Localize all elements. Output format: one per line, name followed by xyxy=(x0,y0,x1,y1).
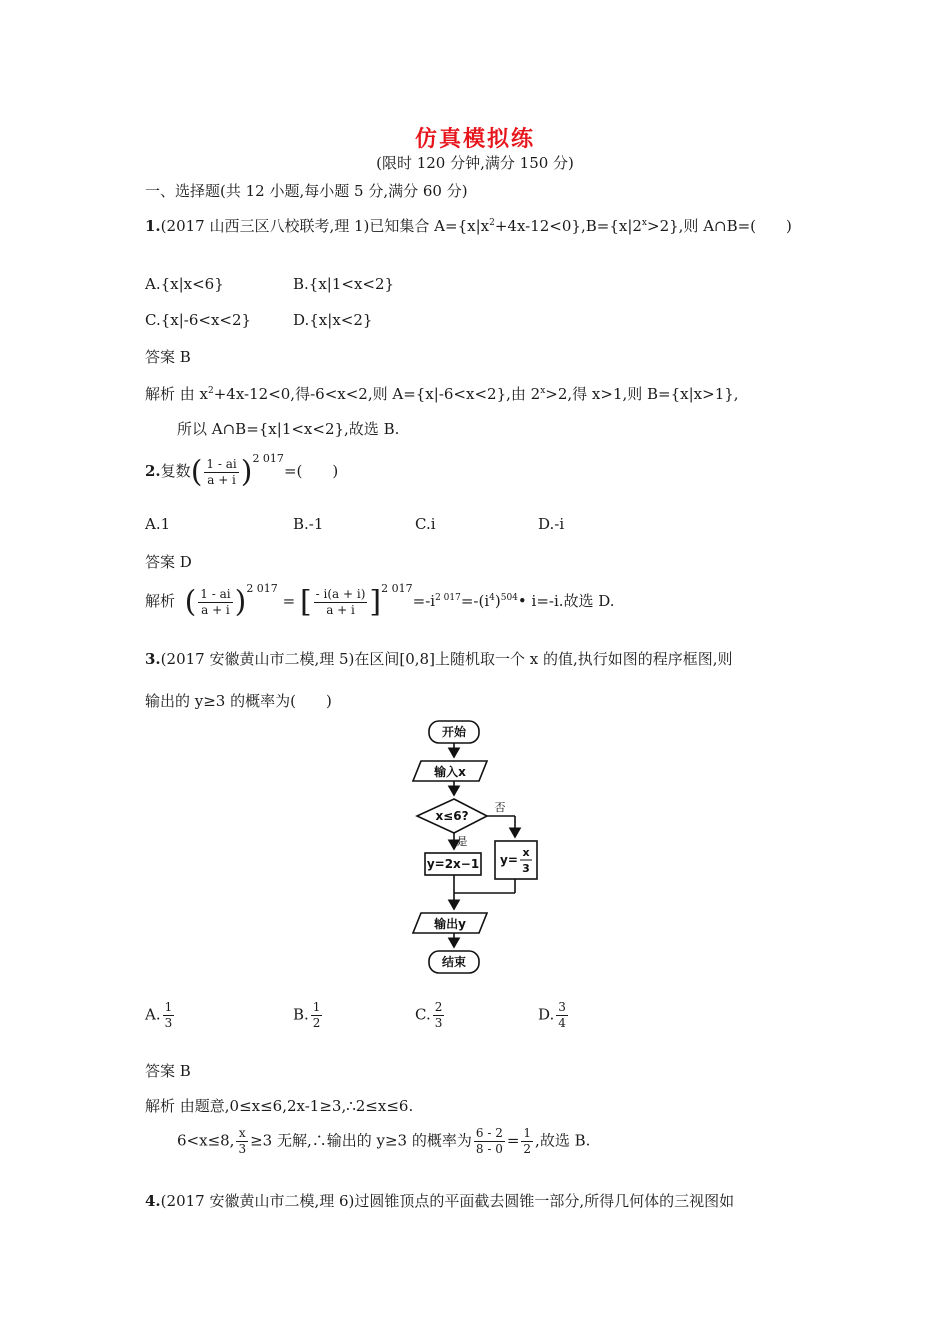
question-text: (2017 安徽黄山市二模,理 5)在区间[0,8]上随机取一个 x 的值,执行如图的程序框图,则 xyxy=(160,650,733,668)
analysis-part: 6<x≤8, xyxy=(177,1131,235,1150)
option-c: C.{x|-6<x<2} xyxy=(145,311,252,329)
fraction-numerator: 2 xyxy=(434,1000,443,1014)
question-number: 3. xyxy=(145,650,161,668)
exponent: 2 017 xyxy=(435,593,461,603)
flowchart xyxy=(405,715,555,980)
question-3-line2: 输出的 y≥3 的概率为( ) xyxy=(145,692,332,710)
fraction-numerator: 1 xyxy=(164,1000,173,1014)
fraction-denominator: 4 xyxy=(558,1016,566,1030)
option-label: D. xyxy=(538,1005,555,1024)
section-heading: 一、选择题(共 12 小题,每小题 5 分,满分 60 分) xyxy=(145,182,468,200)
question-text: (2017 安徽黄山市二模,理 6)过圆锥顶点的平面截去圆锥一部分,所得几何体的三视图如 xyxy=(160,1192,735,1210)
fraction xyxy=(198,587,232,618)
option-d xyxy=(538,1000,570,1031)
fraction-numerator: 1 - ai xyxy=(206,456,237,471)
question-tail: =( ) xyxy=(283,462,339,480)
analysis: 解析 由题意,0≤x≤6,2x-1≥3,∴2≤x≤6. xyxy=(145,1097,414,1115)
fraction-numerator: 6 - 2 xyxy=(475,1126,503,1140)
analysis: 解析 ( $\frac{1 - ai}{a + i}$ )$^{2 017}$ = [ $\frac{- i(a + i)}{a + i}$ ]$^{2 017}=-i^{2 017}=-(i^4)^{504}•$ i=-i.故选 D. xyxy=(145,582,615,620)
set-b: ,B={x|2 xyxy=(580,217,642,235)
option-label: A. xyxy=(145,1005,161,1024)
option-a: A.{x|x<6} xyxy=(145,275,224,293)
fraction xyxy=(204,457,238,488)
answer: 答案 B xyxy=(145,348,191,366)
equals: = xyxy=(506,1131,520,1150)
analysis-part: =-i xyxy=(412,592,436,610)
exponent: 4 xyxy=(489,593,495,603)
fraction xyxy=(314,587,368,618)
decision-label: x≤6? xyxy=(435,809,469,823)
option-c xyxy=(415,1000,446,1031)
analysis-part: =-(i xyxy=(460,592,490,610)
yes-label: 是 xyxy=(456,835,468,848)
set-b-rest: >2},则 A∩B=( ) xyxy=(647,217,792,235)
start-label: 开始 xyxy=(441,725,467,739)
page-subtitle: (限时 120 分钟,满分 150 分) xyxy=(376,154,574,172)
set-a: A={x|x xyxy=(434,217,490,235)
fraction-numerator: x xyxy=(236,1126,248,1142)
fraction-denominator: a + i xyxy=(201,602,230,617)
option-b: B.{x|1<x<2} xyxy=(293,275,395,293)
output-label: 输出y xyxy=(434,917,466,931)
fraction-denominator: 3 xyxy=(434,1016,443,1030)
option-b: B.-1 xyxy=(293,515,324,533)
option-a: A.1 xyxy=(145,515,171,533)
page-title: 仿真模拟练 xyxy=(414,127,535,152)
fraction-numerator: 1 - ai xyxy=(200,586,231,601)
left-process-label: y=2x−1 xyxy=(426,857,480,871)
right-process-lhs: y= xyxy=(500,853,518,867)
option-label: C. xyxy=(415,1005,431,1024)
fraction-denominator: 2 xyxy=(312,1016,321,1030)
fraction-numerator: - i(a + i) xyxy=(315,586,366,601)
analysis-part: 解析 由 x xyxy=(145,385,208,403)
analysis: 解析 由 $x^2+4x-12<0$,得-6<x<2,则 A={x|-6<x<2},由 $2^x>2$,得 x>1,则 B={x|x>1}, xyxy=(145,385,739,403)
analysis-part: +4x-12<0,得-6<x<2,则 A={x|-6<x<2},由 2 xyxy=(213,385,541,403)
option-b xyxy=(293,1000,324,1031)
equals: = xyxy=(282,592,296,610)
question-3 xyxy=(145,648,733,669)
option-c: C.i xyxy=(415,515,436,533)
question-number: 1. xyxy=(145,217,161,235)
fraction-numerator: 1 xyxy=(523,1126,532,1140)
fraction-denominator: 2 xyxy=(523,1142,532,1156)
exponent: 2 017 xyxy=(381,582,413,595)
answer: 答案 D xyxy=(145,553,192,571)
answer: 答案 B xyxy=(145,1062,191,1080)
exponent: 504 xyxy=(500,593,518,603)
option-d: D.{x|x<2} xyxy=(293,311,373,329)
question-1: 1.(2017 山西三区八校联考,理 1)已知集合 $A=\{x|x^2+4x-12<0\},B=\{x|2^x>2\}$,则 A∩B=( ) xyxy=(145,217,792,235)
set-a-rest: +4x-12<0} xyxy=(494,217,581,235)
question-source: (2017 山西三区八校联考,理 1)已知集合 xyxy=(160,217,435,235)
analysis-part: ,故选 B. xyxy=(535,1131,591,1150)
option-a xyxy=(145,1000,176,1031)
analysis-part: ) xyxy=(494,592,501,610)
analysis-label: 解析 xyxy=(145,592,176,610)
option-label: B. xyxy=(293,1005,309,1024)
fraction-denominator: 8 - 0 xyxy=(475,1142,503,1156)
analysis-part: ≥3 无解,∴输出的 y≥3 的概率为 xyxy=(250,1131,472,1150)
fraction-numerator: 1 xyxy=(312,1000,321,1014)
analysis-part: • i=-i.故选 D. xyxy=(517,592,615,610)
option-d: D.-i xyxy=(538,515,565,533)
question-2: 2.复数( $\frac{1 - ai}{a + i}$ )$^{2 017}$=( ) xyxy=(145,452,339,490)
question-number: 2. xyxy=(145,462,161,480)
fraction-denominator: 3 xyxy=(164,1016,173,1030)
exponent: 2 017 xyxy=(246,582,278,595)
right-process-den: 3 xyxy=(522,862,530,875)
question-text: 复数 xyxy=(160,462,191,480)
analysis-line2 xyxy=(177,1126,590,1157)
fraction-denominator: 3 xyxy=(238,1142,247,1156)
right-process-num: x xyxy=(522,846,530,859)
fraction-numerator: 3 xyxy=(558,1000,566,1014)
fraction-denominator: a + i xyxy=(207,472,236,487)
exponent: 2 017 xyxy=(252,452,284,465)
fraction-denominator: a + i xyxy=(326,602,355,617)
question-4 xyxy=(145,1190,734,1211)
end-label: 结束 xyxy=(441,955,467,969)
no-label: 否 xyxy=(494,801,506,814)
analysis-conclusion: 所以 A∩B={x|1<x<2},故选 B. xyxy=(177,420,400,438)
analysis-part: >2,得 x>1,则 B={x|x>1}, xyxy=(545,385,739,403)
input-label: 输入x xyxy=(434,765,466,779)
question-number: 4. xyxy=(145,1192,161,1210)
